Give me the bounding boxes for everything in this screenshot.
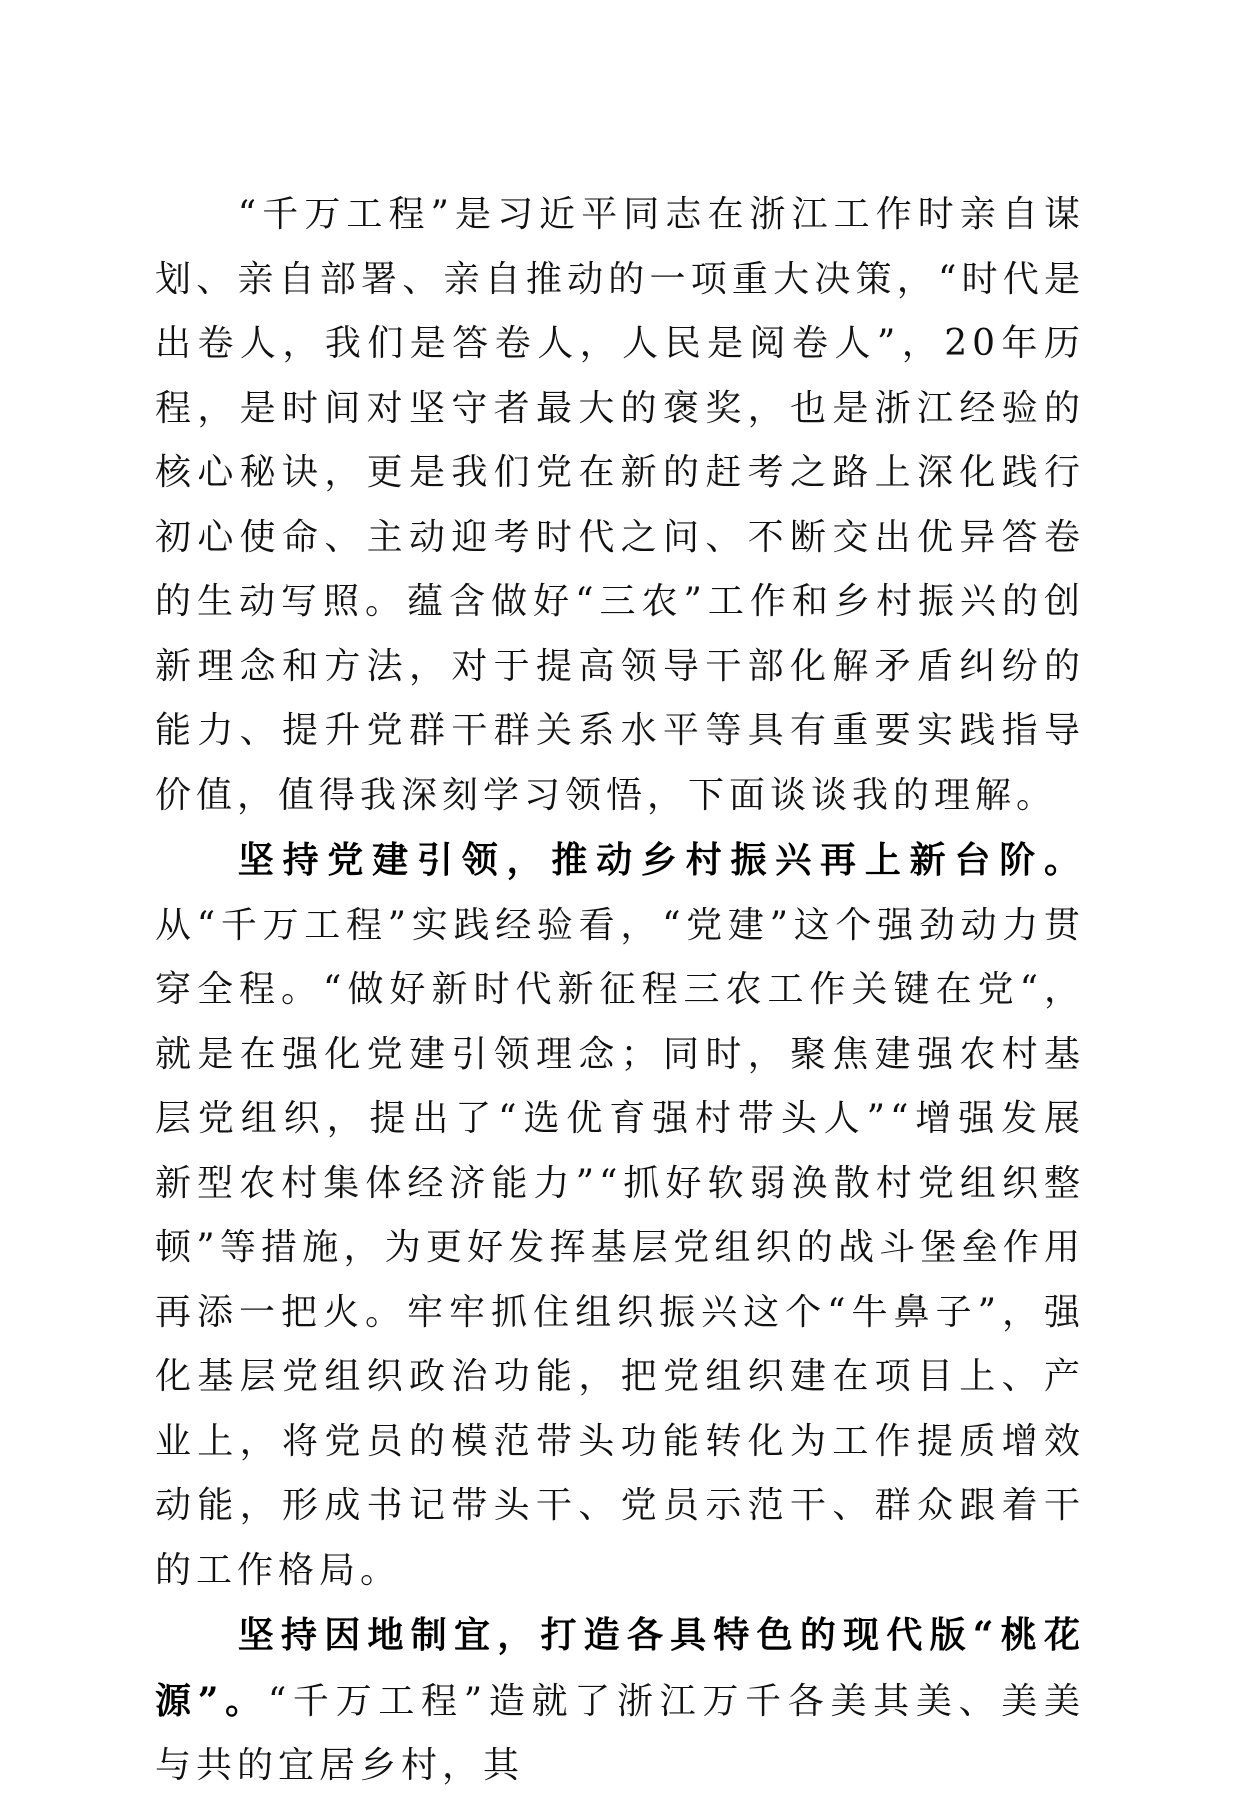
paragraph-party-building-text: 从“千万工程”实践经验看，“党建”这个强劲动力贯穿全程。“做好新时代新征程三农工作关键在党“，就是在强化党建引领理念；同时，聚焦建强农村基层党组织，提出了“选优育强村带头人”“增强发展新型农村集体经济能力”“抓好软弱涣散村党组织整顿”等措施，为更好发挥基层党组织的战斗堡垒作用再添一把火。牢牢抓住组织振兴这个“牛鼻子”，强化基层党组织政治功能，把党组织建在项目上、产业上，将党员的模范带头功能转化为工作提质增效动能，形成书记带头干、党员示范干、群众跟着干的工作格局。 [155,904,1085,1591]
paragraph-local-conditions-heading: 坚持因地制宜，打造各具特色的现代版“桃花源”。 [155,1614,1085,1722]
document-body [155,183,1085,1799]
paragraph-local-conditions-text: “千万工程”造就了浙江万千各美其美、美美与共的宜居乡村，其 [155,1680,1085,1786]
paragraph-party-building [155,828,1085,1603]
paragraph-intro-text: “千万工程”是习近平同志在浙江工作时亲自谋划、亲自部署、亲自推动的一项重大决策，“时代是出卷人，我们是答卷人，人民是阅卷人”，20年历程，是时间对坚守者最大的褒奖，也是浙江经验的核心秘诀，更是我们党在新的赶考之路上深化践行初心使命、主动迎考时代之问、不断交出优异答卷的生动写照。蕴含做好“三农”工作和乡村振兴的创新理念和方法，对于提高领导干部化解矛盾纠纷的能力、提升党群干群关系水平等具有重要实践指导价值，值得我深刻学习领悟，下面谈谈我的理解。 [155,194,1085,816]
paragraph-local-conditions [155,1603,1085,1799]
paragraph-party-building-heading: 坚持党建引领，推动乡村振兴再上新台阶。 [237,839,1085,881]
paragraph-intro [155,183,1085,828]
